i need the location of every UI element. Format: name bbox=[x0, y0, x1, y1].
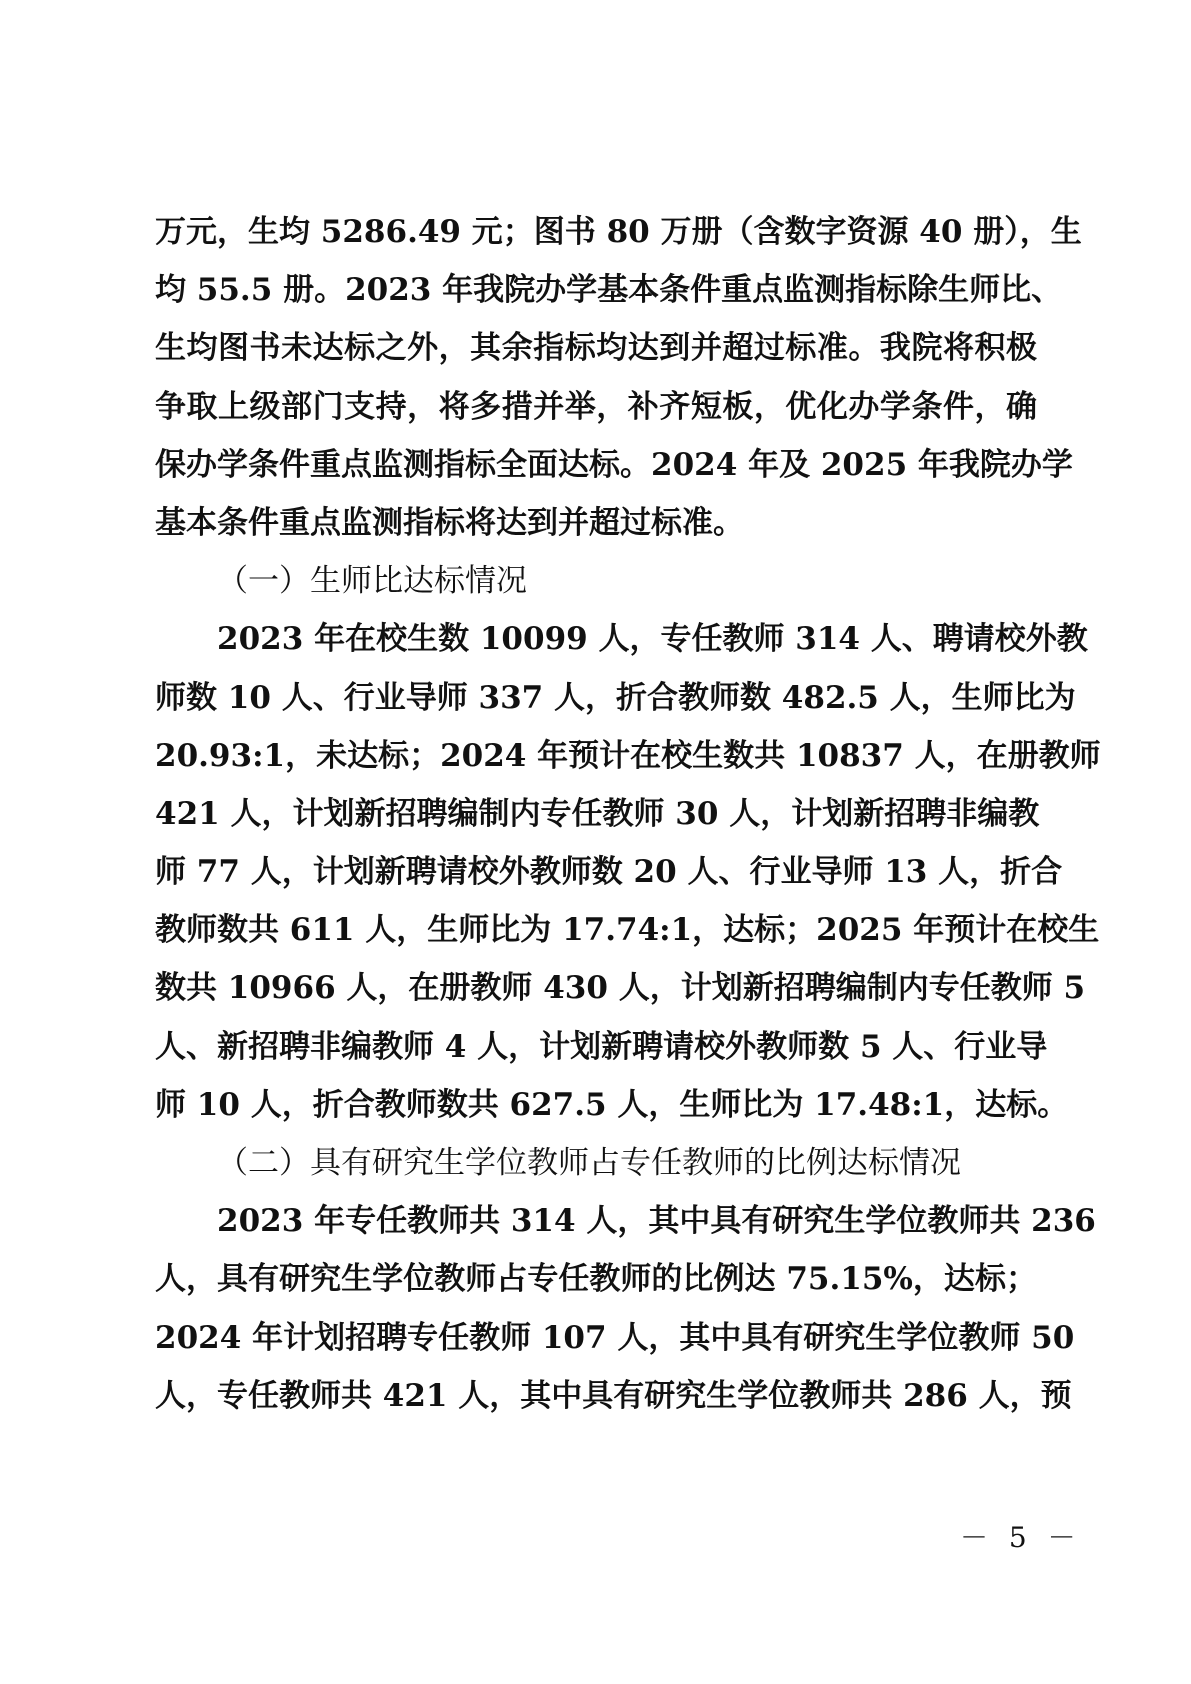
section-1-line-3: 20.93:1，未达标；2024 年预计在校生数共 10837 人，在册教师 bbox=[155, 737, 1101, 774]
intro-paragraph bbox=[155, 203, 1082, 552]
document-body bbox=[155, 203, 1101, 1425]
section-1-heading: （一）生师比达标情况 bbox=[217, 563, 527, 600]
intro-line-3: 生均图书未达标之外，其余指标均达到并超过标准。我院将积极 bbox=[155, 330, 1037, 367]
section-1-paragraph bbox=[155, 610, 1101, 1134]
section-1-line-9: 师 10 人，折合教师数共 627.5 人，生师比为 17.48:1，达标。 bbox=[155, 1086, 1069, 1123]
section-2-line-4: 人，专任教师共 421 人，其中具有研究生学位教师共 286 人，预 bbox=[155, 1377, 1072, 1414]
section-1-line-2: 师数 10 人、行业导师 337 人，折合教师数 482.5 人，生师比为 bbox=[155, 679, 1076, 716]
section-1-line-5: 师 77 人，计划新聘请校外教师数 20 人、行业导师 13 人，折合 bbox=[155, 854, 1063, 891]
section-2-paragraph bbox=[155, 1192, 1096, 1425]
section-1-line-1: 2023 年在校生数 10099 人，专任教师 314 人、聘请校外教 bbox=[217, 621, 1088, 658]
section-2-line-2: 人，具有研究生学位教师占专任教师的比例达 75.15%，达标； bbox=[155, 1261, 1037, 1298]
section-2-line-3: 2024 年计划招聘专任教师 107 人，其中具有研究生学位教师 50 bbox=[155, 1319, 1075, 1356]
intro-line-6: 基本条件重点监测指标将达到并超过标准。 bbox=[155, 504, 744, 541]
section-1-line-7: 数共 10966 人，在册教师 430 人，计划新招聘编制内专任教师 5 bbox=[155, 970, 1086, 1007]
section-1-line-4: 421 人，计划新招聘编制内专任教师 30 人，计划新招聘非编教 bbox=[155, 795, 1040, 832]
section-2-line-1: 2023 年专任教师共 314 人，其中具有研究生学位教师共 236 bbox=[217, 1203, 1096, 1240]
section-1-line-6: 教师数共 611 人，生师比为 17.74:1，达标；2025 年预计在校生 bbox=[155, 912, 1100, 949]
intro-line-5: 保办学条件重点监测指标全面达标。2024 年及 2025 年我院办学 bbox=[155, 446, 1073, 483]
section-1-line-8: 人、新招聘非编教师 4 人，计划新聘请校外教师数 5 人、行业导 bbox=[155, 1028, 1048, 1065]
intro-line-1: 万元，生均 5286.49 元；图书 80 万册（含数字资源 40 册），生 bbox=[155, 214, 1082, 250]
section-2-heading: （二）具有研究生学位教师占专任教师的比例达标情况 bbox=[217, 1145, 961, 1181]
page-number: － 5 － bbox=[960, 1521, 1082, 1554]
intro-line-4: 争取上级部门支持，将多措并举，补齐短板，优化办学条件，确 bbox=[155, 388, 1037, 425]
intro-line-2: 均 55.5 册。2023 年我院办学基本条件重点监测指标除生师比、 bbox=[155, 272, 1063, 309]
